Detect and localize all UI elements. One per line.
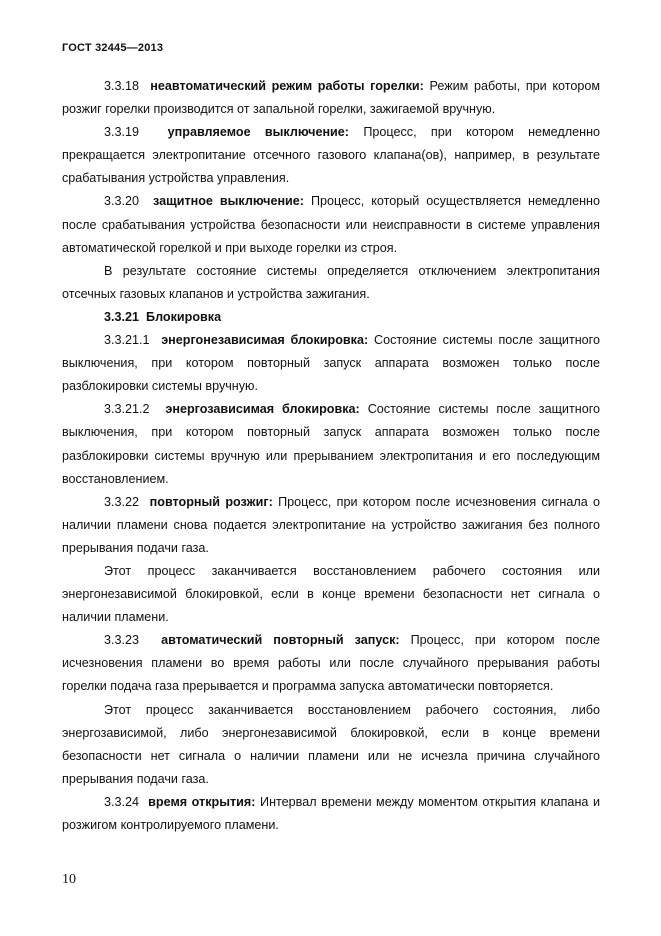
section-title: Блокировка bbox=[146, 309, 222, 324]
paragraph-3-3-20 bbox=[62, 190, 600, 259]
paragraph-3-3-22 bbox=[62, 491, 600, 560]
clause-number: 3.3.21.1 bbox=[104, 333, 150, 348]
body-text: Этот процесс заканчивается восстановлением рабочего состояния, либо энергозависимой, либо энергонезависимой блокировкой, если в конце времени безопасности нет сигнала о наличии пламени или не исчезла причина случайного прерывания подачи газа. bbox=[62, 702, 600, 786]
paragraph-3-3-20-note bbox=[62, 260, 600, 306]
paragraph-3-3-21-1 bbox=[62, 329, 600, 398]
paragraph-3-3-19 bbox=[62, 121, 600, 190]
term: повторный розжиг: bbox=[149, 494, 273, 509]
clause-number: 3.3.19 bbox=[104, 125, 140, 140]
section-heading-3-3-21 bbox=[62, 306, 600, 329]
term: время открытия: bbox=[148, 794, 256, 809]
document-header: ГОСТ 32445—2013 bbox=[62, 42, 164, 54]
paragraph-3-3-21-2 bbox=[62, 398, 600, 490]
term: энергонезависимая блокировка: bbox=[161, 333, 369, 348]
body-text: Этот процесс заканчивается восстановлением рабочего состояния или энергонезависимой блокировкой, если в конце времени безопасности нет сигнала о наличии пламени. bbox=[62, 563, 600, 625]
paragraph-3-3-18 bbox=[62, 75, 600, 121]
term: энергозависимая блокировка: bbox=[165, 402, 360, 417]
body-text: В результате состояние системы определяется отключением электропитания отсечных газовых клапанов и устройства зажигания. bbox=[62, 263, 600, 301]
paragraph-3-3-24 bbox=[62, 791, 600, 837]
term: автоматический повторный запуск: bbox=[161, 633, 400, 648]
clause-number: 3.3.21 bbox=[104, 309, 140, 324]
definition: Процесс, который осуществляется немедленно после срабатывания устройства безопасности или неисправности в системе управления автоматической горелкой и при выходе горелки из строя. bbox=[62, 194, 600, 255]
clause-number: 3.3.24 bbox=[104, 794, 140, 809]
paragraph-3-3-22-note bbox=[62, 560, 600, 629]
clause-number: 3.3.22 bbox=[104, 494, 140, 509]
definition: Процесс, при котором после исчезновения пламени во время работы или после случайного прерывания работы горелки подача газа прерывается и программа запуска автоматически повторяется. bbox=[62, 633, 600, 694]
definition: Состояние системы после защитного выключения, при котором повторный запуск аппарата возможен только после разблокировки системы вручную. bbox=[62, 333, 601, 394]
paragraph-3-3-23 bbox=[62, 629, 600, 698]
page-number: 10 bbox=[62, 872, 76, 887]
definition: Режим работы, при котором розжиг горелки производится от запальной горелки, зажигаемой вручную. bbox=[62, 79, 600, 117]
paragraph-3-3-23-note bbox=[62, 699, 600, 791]
clause-number: 3.3.23 bbox=[104, 633, 140, 648]
clause-number: 3.3.18 bbox=[104, 79, 140, 93]
definition: Процесс, при котором после исчезновения сигнала о наличии пламени снова подается электропитание на устройство зажигания без полного прерывания подачи газа. bbox=[62, 494, 601, 555]
term: неавтоматический режим работы горелки: bbox=[150, 79, 424, 93]
definition: Интервал времени между моментом открытия клапана и розжигом контролируемого пламени. bbox=[62, 794, 601, 832]
clause-number: 3.3.21.2 bbox=[104, 402, 150, 417]
clause-number: 3.3.20 bbox=[104, 194, 140, 209]
definition: Состояние системы после защитного выключения, при котором повторный запуск аппарата возможен только после разблокировки системы вручную или прерыванием электропитания и его последующим восстановлением. bbox=[62, 402, 601, 486]
document-body bbox=[62, 75, 600, 837]
term: защитное выключение: bbox=[152, 194, 304, 209]
term: управляемое выключение: bbox=[167, 125, 350, 140]
definition: Процесс, при котором немедленно прекращается электропитание отсечного газового клапана(ов), например, в результате срабатывания устройства управления. bbox=[62, 125, 601, 186]
